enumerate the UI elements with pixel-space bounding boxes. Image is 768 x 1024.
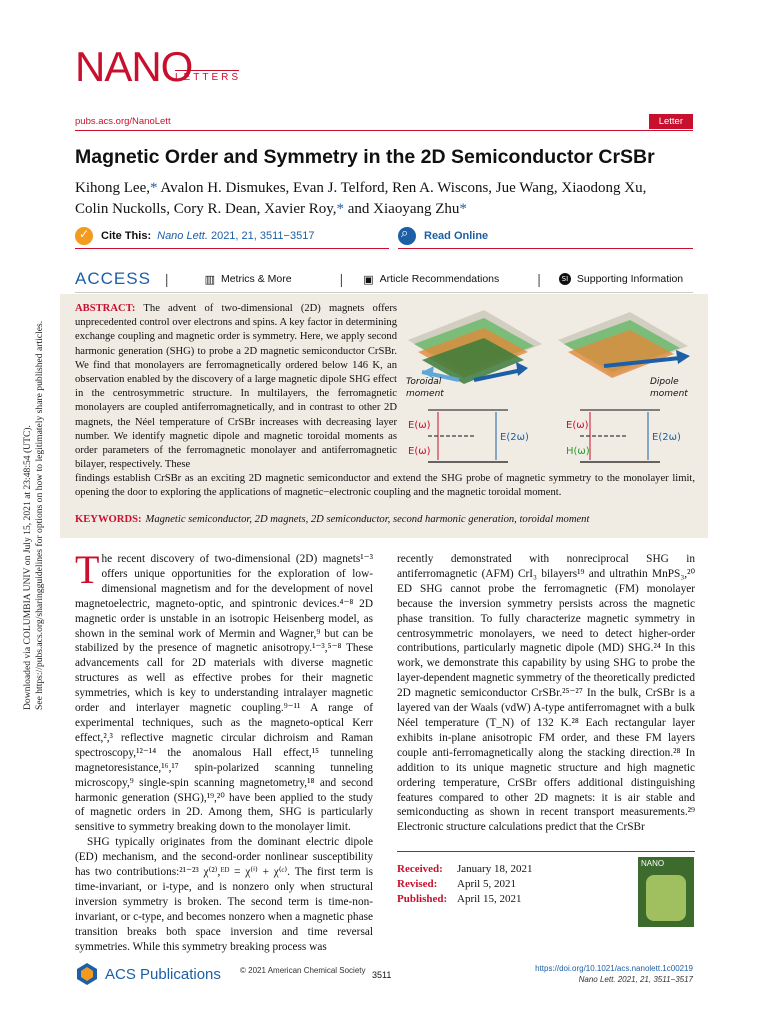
received-label: Received: <box>397 863 443 875</box>
copyright: © 2021 American Chemical Society <box>240 966 366 975</box>
access-bar <box>75 268 693 290</box>
logo-sub: LETTERS <box>175 72 242 83</box>
corresponding-author-link[interactable]: * <box>459 201 467 217</box>
abstract-label: ABSTRACT: <box>75 303 136 314</box>
download-note <box>2 300 45 720</box>
abstract-body-full: findings establish CrSBr as an exciting 2D magnetic semiconductor and extend the SHG probe of magnetic symmetry to the monolayer limit, opening the door to exploring the applications of magnetic−electronic coupling and the magnetic toroidal moment. <box>75 473 695 499</box>
cover-title: NANO <box>641 859 665 868</box>
author-text-2: Colin Nuckolls, Cory R. Dean, Xavier Roy, <box>75 201 337 217</box>
e-omega-label: E(ω) <box>408 446 431 457</box>
keywords-label: KEYWORDS: <box>75 514 142 525</box>
published-row <box>397 892 617 907</box>
metrics-button[interactable] <box>205 273 292 286</box>
download-note-line2: See https://pubs.acs.org/sharingguidelines for options on how to legitimately share published articles. <box>34 320 45 710</box>
search-icon <box>398 227 416 245</box>
author-text-1b: Avalon H. Dismukes, Evan J. Telford, Ren A. Wiscons, Jue Wang, Xiaodong Xu, <box>157 180 647 196</box>
journal-url-link[interactable]: pubs.acs.org/NanoLett <box>75 116 171 127</box>
dipole-energy-diagram <box>566 410 681 462</box>
journal-logo[interactable] <box>75 44 275 90</box>
body-column-2 <box>397 552 695 835</box>
dipole-label: Dipole <box>650 377 679 387</box>
body-column-1 <box>75 547 373 954</box>
received-date: January 18, 2021 <box>457 863 533 875</box>
author-list <box>75 178 695 220</box>
keywords <box>75 514 695 525</box>
citation-link[interactable] <box>157 230 314 242</box>
e-omega-label: E(ω) <box>566 420 589 431</box>
revised-row <box>397 877 617 892</box>
download-note-line1: Downloaded via COLUMBIA UNIV on July 15, 2021 at 23:48:54 (UTC). <box>22 425 33 710</box>
read-online-button[interactable] <box>398 223 693 249</box>
paragraph-text: he recent discovery of two-dimensional (2D) magnets¹⁻³ offers unique opportunities for the exploration of low-dimensional magnetism and for the development of novel magnetoelectric, magneto-optic, and spintronic devices.⁴⁻⁸ 2D magnetic order is unstable in an isotropic Heisenberg model, as shown in the seminal work of Mermin and Wagner,⁹ but can be stabilized by the presence of magnetic anisotropy.¹⁻³,⁵⁻⁸ These advancements call for 2D materials with diverse magnetic structures as well as effective probes for their magnetic symmetries, which is key to understanding intralayer magnetic order and interlayer magnetic coupling.⁹⁻¹¹ A range of experimental techniques, such as the magneto-optical Kerr effect,²,³ reflective magnetic circular dichroism and Raman spectroscopy,¹²⁻¹⁴ the anomalous Hall effect,¹⁵ tunneling magnetoresistance,¹⁶,¹⁷ spin-polarized scanning tunneling microscopy,⁹ single-spin scanning magnetometry,¹⁸ and second harmonic generation (SHG),¹⁹,²⁰ have been applied to the study of magnetic orders in 2D. Among them, SHG is particularly sensitive to symmetry breaking down to the monolayer limit. <box>75 553 373 834</box>
keywords-list: Magnetic semiconductor, 2D magnets, 2D semiconductor, second harmonic generation, toroidal moment <box>145 514 590 525</box>
recommendations-label: Article Recommendations <box>379 273 500 285</box>
paragraph: SHG typically originates from the dominant electric dipole (ED) mechanism, and the second-order nonlinear susceptibility has two contributions:²¹⁻²³ χ⁽²⁾,ᴱᴰ = χ⁽ⁱ⁾ + χ⁽ᶜ⁾. The first term is time-invariant, or i-type, and is nonzero only when structural inversion symmetry is broken. The second term is time-non-invariant, or c-type, and becomes nonzero when a magnetic phase transition breaks both space inversion and time reversal symmetries. While this symmetry breaking process was <box>75 836 373 953</box>
cover-art <box>646 875 686 921</box>
cite-journal: Nano Lett. <box>157 229 208 242</box>
journal-cover-thumbnail[interactable] <box>638 857 694 927</box>
corresponding-author-link[interactable]: * <box>336 201 344 217</box>
bar-chart-icon: ▥ <box>204 272 215 286</box>
publisher-name: ACS Publications <box>105 965 221 983</box>
metrics-label: Metrics & More <box>220 273 292 285</box>
toroidal-label: Toroidal <box>406 377 442 387</box>
acs-hexagon-icon <box>75 962 99 986</box>
author-text-1: Kihong Lee, <box>75 180 150 196</box>
doi-block <box>535 963 693 985</box>
document-icon: ▣ <box>363 272 374 286</box>
cite-rest: 2021, 21, 3511−3517 <box>210 229 315 242</box>
published-label: Published: <box>397 893 448 905</box>
article-type-badge: Letter <box>649 114 693 129</box>
author-text-2b: and Xiaoyang Zhu <box>344 201 460 217</box>
supporting-info-label: Supporting Information <box>576 273 684 285</box>
acs-publications-logo[interactable] <box>75 962 221 986</box>
publication-dates <box>397 862 617 907</box>
access-label: ACCESS <box>75 269 151 288</box>
divider: | <box>164 271 169 287</box>
divider: | <box>537 271 541 287</box>
toroidal-energy-diagram <box>408 410 529 462</box>
cite-this-bar[interactable] <box>75 223 389 249</box>
h-omega-label: H(ω) <box>566 446 590 457</box>
divider: | <box>339 271 344 287</box>
dates-divider <box>397 851 695 852</box>
doi-link[interactable]: https://doi.org/10.1021/acs.nanolett.1c00219 <box>535 964 693 973</box>
toroidal-crystal-illustration <box>408 310 542 384</box>
paragraph <box>75 547 373 835</box>
dipole-crystal-illustration <box>558 312 690 378</box>
header-divider <box>75 130 693 131</box>
received-row <box>397 862 617 877</box>
footer-citation: Nano Lett. 2021, 21, 3511−3517 <box>578 975 693 984</box>
abstract-text <box>75 302 397 472</box>
supporting-info-button[interactable] <box>559 273 683 285</box>
revised-date: April 5, 2021 <box>457 878 516 890</box>
access-divider <box>75 292 693 293</box>
e-omega-label: E(ω) <box>408 420 431 431</box>
logo-main: NANO <box>75 43 193 90</box>
paragraph: recently demonstrated with nonreciprocal SHG in antiferromagnetic (AFM) CrI₃ bilayers¹⁹ and ultrathin MnPS₃,²⁰ ED SHG cannot probe the ferromagnetic (FM) monolayer because the inversion symmetry persists across the magnetic phase transition. To fully characterize magnetic symmetry in centrosymmetric monolayers, we need to detect higher-order contributions, particularly magnetic dipole (MD) SHG.²⁴ In this work, we demonstrate this capability by using SHG to probe the layer-dependent magnetic symmetry of the theoretically predicted 2D magnetic semiconductor CrSBr.²⁵⁻²⁷ In the bulk, CrSBr is a layered van der Waals (vdW) A-type antiferromagnet with a bulk Néel temperature (T_N) of 132 K.²⁸ Each rectangular layer exhibits in-plane anisotropic FM order, and these FM layers couple anti-ferromagnetically along the stacking direction.²⁸ In addition to its unique magnetic structure and high magnetic ordering temperature, CrSBr offers additional distinguishing features compared to other 2D magnets: it is air stable and semiconducting as shown in recent transport measurements.²⁹ Electronic structure calculations predict that the CrSBr <box>397 553 695 834</box>
page-number: 3511 <box>372 970 392 980</box>
drop-cap: T <box>75 547 100 592</box>
read-online-label: Read Online <box>424 229 489 242</box>
abstract-body-top: The advent of two-dimensional (2D) magnets offers unprecedented control over electrons and spins. A key factor in determining exchange coupling and magnetic order is symmetry. Here, we apply second harmonic generation (SHG) to probe a 2D magnetic semiconductor CrSBr. We find that monolayers are ferromagnetically ordered below 146 K, an observation enabled by the discovery of a large magnetic dipole SHG effect in the centrosymmetric structure. In multilayers, the ferromagnetic monolayers are coupled antiferromagnetically, and in contrast to other 2D magnets, the Néel temperature of CrSBr increases with decreasing layer number. We identify magnetic dipole and magnetic toroidal moments as order parameters of the ferromagnetic monolayer and antiferromagnetic bilayer, respectively. These <box>75 303 397 471</box>
cite-label: Cite This: <box>101 229 152 242</box>
e-2omega-label: E(2ω) <box>652 432 681 443</box>
published-date: April 15, 2021 <box>457 893 522 905</box>
toc-graphic[interactable] <box>404 300 700 468</box>
si-badge-icon: SI <box>559 273 571 285</box>
article-title: Magnetic Order and Symmetry in the 2D Semiconductor CrSBr <box>75 146 655 168</box>
recommendations-button[interactable] <box>363 273 499 286</box>
toroidal-label-2: moment <box>406 389 444 399</box>
dipole-label-2: moment <box>650 389 688 399</box>
e-2omega-label: E(2ω) <box>500 432 529 443</box>
revised-label: Revised: <box>397 878 438 890</box>
cite-icon <box>75 227 93 245</box>
corresponding-author-link[interactable]: * <box>149 180 158 196</box>
